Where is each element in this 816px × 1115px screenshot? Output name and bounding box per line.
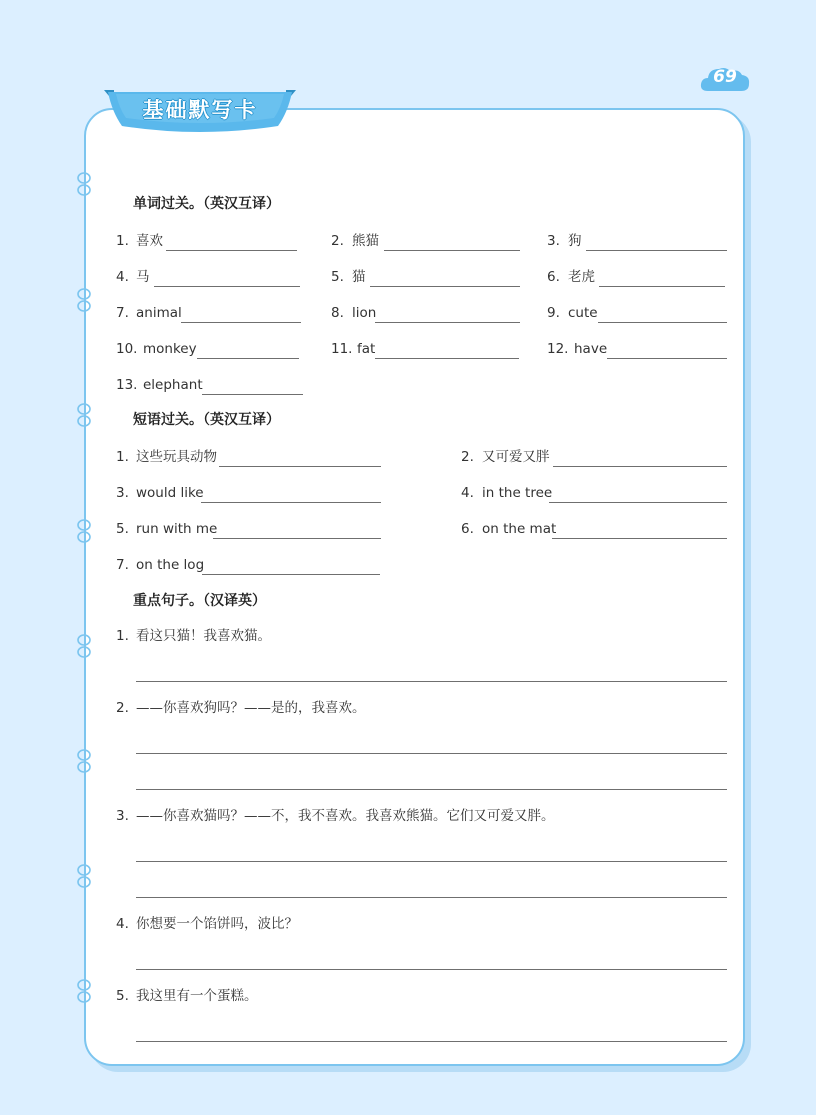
item-number: 4. bbox=[116, 269, 129, 285]
item-prompt: on the log bbox=[136, 557, 205, 573]
answer-line[interactable] bbox=[181, 322, 301, 323]
spiral-ring-icon bbox=[72, 286, 94, 314]
item-number: 11. bbox=[331, 341, 353, 357]
answer-line[interactable] bbox=[136, 861, 727, 862]
answer-line[interactable] bbox=[197, 358, 299, 359]
item-prompt: have bbox=[574, 341, 608, 357]
answer-line[interactable] bbox=[202, 574, 380, 575]
item-prompt: run with me bbox=[136, 521, 218, 537]
answer-line[interactable] bbox=[136, 1041, 727, 1042]
item-number: 10. bbox=[116, 341, 138, 357]
section-title-words: 单词过关。（英汉互译） bbox=[133, 196, 280, 212]
sentence-prompt: 看这只猫！我喜欢猫。 bbox=[136, 628, 271, 644]
section-title-sentences: 重点句子。（汉译英） bbox=[133, 593, 266, 609]
answer-line[interactable] bbox=[219, 466, 381, 467]
spiral-ring-icon bbox=[72, 632, 94, 660]
page-title: 基础默写卡 bbox=[142, 98, 258, 122]
item-prompt: fat bbox=[357, 341, 376, 357]
sentence-prompt: 我这里有一个蛋糕。 bbox=[136, 988, 258, 1004]
item-prompt: 猫 bbox=[352, 269, 366, 285]
answer-line[interactable] bbox=[552, 538, 727, 539]
answer-line[interactable] bbox=[599, 286, 725, 287]
answer-line[interactable] bbox=[166, 250, 297, 251]
item-number: 2. bbox=[461, 449, 474, 465]
item-prompt: in the tree bbox=[482, 485, 553, 501]
header-banner bbox=[102, 88, 298, 134]
item-number: 4. bbox=[116, 916, 129, 932]
item-prompt: 这些玩具动物 bbox=[136, 449, 217, 465]
item-number: 7. bbox=[116, 305, 129, 321]
answer-line[interactable] bbox=[370, 286, 520, 287]
section-title-phrases: 短语过关。（英汉互译） bbox=[133, 412, 280, 428]
answer-line[interactable] bbox=[136, 969, 727, 970]
item-number: 2. bbox=[116, 700, 129, 716]
item-prompt: 喜欢 bbox=[136, 233, 163, 249]
item-prompt: would like bbox=[136, 485, 204, 501]
item-number: 4. bbox=[461, 485, 474, 501]
answer-line[interactable] bbox=[384, 250, 520, 251]
item-number: 9. bbox=[547, 305, 560, 321]
item-number: 5. bbox=[116, 988, 129, 1004]
spiral-ring-icon bbox=[72, 977, 94, 1005]
item-number: 3. bbox=[547, 233, 560, 249]
answer-line[interactable] bbox=[375, 322, 520, 323]
item-prompt: lion bbox=[352, 305, 377, 321]
answer-line[interactable] bbox=[586, 250, 727, 251]
item-prompt: on the mat bbox=[482, 521, 557, 537]
item-prompt: cute bbox=[568, 305, 598, 321]
item-number: 5. bbox=[331, 269, 344, 285]
answer-line[interactable] bbox=[375, 358, 519, 359]
item-prompt: monkey bbox=[143, 341, 197, 357]
item-number: 6. bbox=[461, 521, 474, 537]
item-prompt: 又可爱又胖 bbox=[482, 449, 550, 465]
item-number: 6. bbox=[547, 269, 560, 285]
answer-line[interactable] bbox=[598, 322, 727, 323]
item-number: 13. bbox=[116, 377, 138, 393]
answer-line[interactable] bbox=[136, 897, 727, 898]
answer-line[interactable] bbox=[213, 538, 381, 539]
answer-line[interactable] bbox=[136, 753, 727, 754]
answer-line[interactable] bbox=[136, 789, 727, 790]
item-number: 12. bbox=[547, 341, 569, 357]
spiral-ring-icon bbox=[72, 401, 94, 429]
spiral-ring-icon bbox=[72, 747, 94, 775]
item-prompt: 老虎 bbox=[568, 269, 595, 285]
sentence-prompt: 你想要一个馅饼吗，波比？ bbox=[136, 916, 298, 932]
item-prompt: 马 bbox=[136, 269, 150, 285]
answer-line[interactable] bbox=[553, 466, 727, 467]
item-number: 8. bbox=[331, 305, 344, 321]
item-number: 2. bbox=[331, 233, 344, 249]
sentence-prompt: ——你喜欢猫吗？——不，我不喜欢。我喜欢熊猫。它们又可爱又胖。 bbox=[136, 808, 555, 824]
spiral-ring-icon bbox=[72, 170, 94, 198]
item-prompt: animal bbox=[136, 305, 182, 321]
item-prompt: elephant bbox=[143, 377, 203, 393]
item-number: 1. bbox=[116, 233, 129, 249]
item-prompt: 熊猫 bbox=[352, 233, 379, 249]
answer-line[interactable] bbox=[202, 394, 303, 395]
page-number: 69 bbox=[713, 67, 737, 87]
item-number: 1. bbox=[116, 449, 129, 465]
item-number: 3. bbox=[116, 485, 129, 501]
answer-line[interactable] bbox=[201, 502, 381, 503]
answer-line[interactable] bbox=[549, 502, 727, 503]
item-prompt: 狗 bbox=[568, 233, 582, 249]
item-number: 1. bbox=[116, 628, 129, 644]
item-number: 7. bbox=[116, 557, 129, 573]
spiral-ring-icon bbox=[72, 517, 94, 545]
page-number-badge bbox=[698, 64, 752, 94]
answer-line[interactable] bbox=[154, 286, 300, 287]
answer-line[interactable] bbox=[607, 358, 727, 359]
sentence-prompt: ——你喜欢狗吗？——是的，我喜欢。 bbox=[136, 700, 366, 716]
item-number: 5. bbox=[116, 521, 129, 537]
spiral-ring-icon bbox=[72, 862, 94, 890]
item-number: 3. bbox=[116, 808, 129, 824]
answer-line[interactable] bbox=[136, 681, 727, 682]
